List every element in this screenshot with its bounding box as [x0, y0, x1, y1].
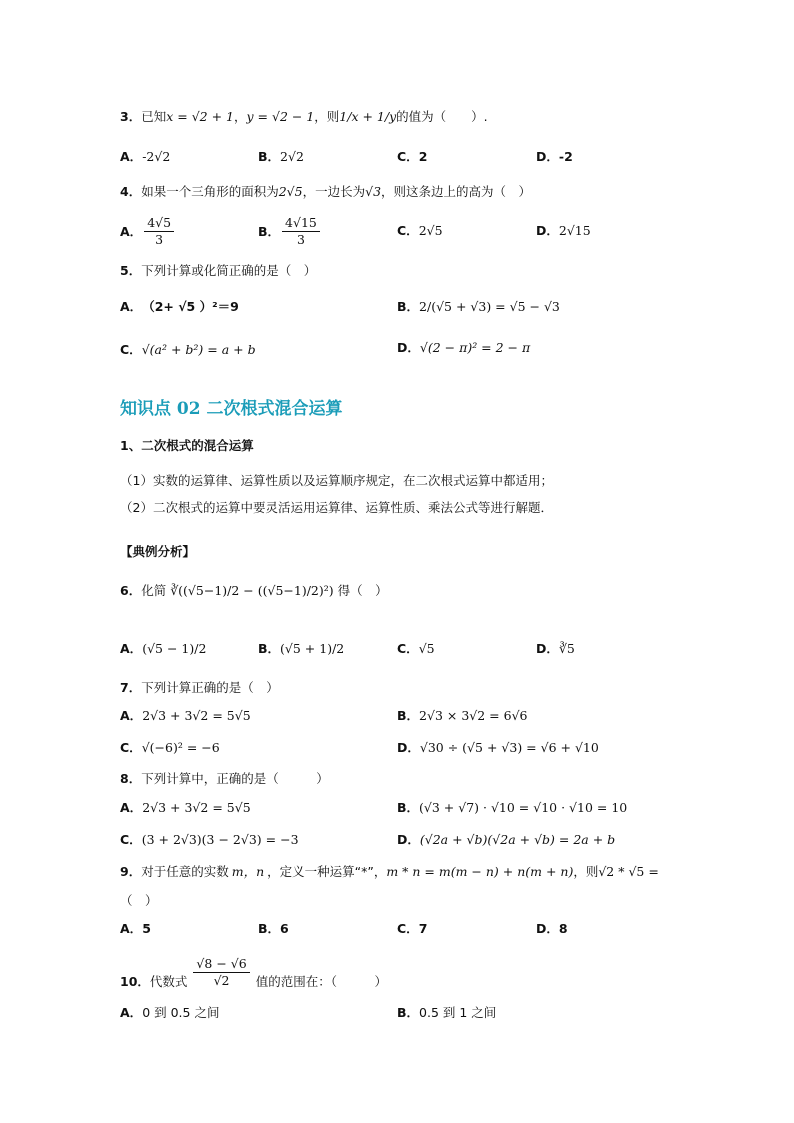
q10-fraction — [193, 956, 249, 988]
q4-option-b: B． $\frac{4√15}{3}$ — [258, 212, 322, 250]
q7-option-b: B． 2√3 × 3√2 = 6√6 — [397, 707, 528, 723]
q8-option-b: B． (√3 + √7) · √10 = √10 · √10 = 10 — [397, 799, 628, 815]
q8-option-c: C． (3 + 2√3)(3 − 2√3) = −3 — [120, 831, 299, 847]
q4-number: 4． — [120, 184, 142, 199]
q6-option-a: A． (√5 − 1)/2 — [120, 640, 207, 656]
q5-stem: 5． 下列计算或化简正确的是（ ） — [120, 263, 317, 278]
q6-option-b: B． (√5 + 1)/2 — [258, 640, 345, 656]
q6-stem: 6． 化简 ∛((√5−1)/2 − ((√5−1)/2)²) 得（ ） — [120, 582, 388, 598]
section-paragraph-1: （1）实数的运算律、运算性质以及运算顺序规定，在二次根式运算中都适用； — [120, 473, 553, 488]
q6-expression: ∛((√5−1)/2 − ((√5−1)/2)²) — [170, 582, 334, 598]
q3-then: ，则 — [314, 109, 340, 124]
q5-option-b: B． 2/(√5 + √3) = √5 − √3 — [397, 298, 560, 314]
example-label: 【典例分析】 — [120, 544, 196, 559]
q5-option-d: D． √(2 − π)² = 2 − π — [397, 339, 531, 355]
q3-stem: 3． 已知 x = √2 + 1 ， y = √2 − 1 ，则 1/x + 1/y 的值为（ ）. — [120, 108, 488, 124]
q9-definition: m * n = m(m − n) + n(m + n) — [386, 863, 574, 879]
q10-number: 10． — [120, 974, 150, 989]
q6-option-d: D． ∛5 — [536, 640, 575, 656]
q4-option-d: D． 2√15 — [536, 222, 591, 238]
section-paragraph-2: （2）二次根式的运算中要灵活运用运算律、运算性质、乘法公式等进行解题． — [120, 500, 553, 515]
q9-option-c: C． 7 — [397, 920, 428, 936]
q7-stem: 7． 下列计算正确的是（ ） — [120, 680, 279, 695]
q7-option-a: A． 2√3 + 3√2 = 5√5 — [120, 707, 251, 723]
q8-number: 8． — [120, 771, 142, 786]
q6-option-c: C． √5 — [397, 640, 435, 656]
q3-option-c: C． 2 — [397, 148, 428, 164]
q3-number: 3． — [120, 109, 142, 124]
q9-stem: 9． 对于任意的实数 m，n ，定义一种运算“*”， m * n = m(m − n) + n(m + n) ，则 √2 * √5 = — [120, 863, 659, 879]
q10-denominator: √2 — [213, 972, 230, 988]
q8-stem: 8． 下列计算中，正确的是（ ） — [120, 771, 329, 786]
q7-option-c: C． √(−6)² = −6 — [120, 739, 220, 755]
q7-option-d: D． √30 ÷ (√5 + √3) = √6 + √10 — [397, 739, 599, 755]
q5-option-c: C． √(a² + b²) = a + b — [120, 341, 256, 357]
q4-option-c: C． 2√5 — [397, 222, 443, 238]
section-heading: 知识点 02 二次根式混合运算 — [120, 399, 343, 419]
q4-side: √3 — [365, 183, 382, 199]
q5-number: 5． — [120, 263, 142, 278]
q3-option-a: A． -2√2 — [120, 148, 171, 164]
q3-option-b: B． 2√2 — [258, 148, 304, 164]
q4-stem: 4． 如果一个三角形的面积为 2√5 ，一边长为 √3 ，则这条边上的高为（ ） — [120, 183, 532, 199]
q3-y-def: y = √2 − 1 — [246, 108, 315, 124]
section-subheading: 1、二次根式的混合运算 — [120, 438, 254, 453]
q9-option-d: D． 8 — [536, 920, 568, 936]
q4-area: 2√5 — [278, 183, 303, 199]
q9-option-b: B． 6 — [258, 920, 289, 936]
q3-option-d: D． -2 — [536, 148, 573, 164]
q10-numerator: √8 − √6 — [193, 956, 249, 973]
q10-option-a: A． 0 到 0.5 之间 — [120, 1005, 220, 1020]
q9-ask: √2 * √5 = — [598, 863, 659, 879]
q10-option-b: B． 0.5 到 1 之间 — [397, 1005, 497, 1020]
q8-option-d: D． (√2a + √b)(√2a + √b) = 2a + b — [397, 831, 616, 847]
q8-option-a: A． 2√3 + 3√2 = 5√5 — [120, 799, 251, 815]
q9-number: 9． — [120, 864, 142, 879]
q7-number: 7． — [120, 680, 142, 695]
q3-x-def: x = √2 + 1 — [166, 108, 234, 124]
q3-expr: 1/x + 1/y — [339, 108, 397, 124]
q4-option-a: A． $\frac{4√5}{3}$ — [120, 212, 176, 250]
q5-option-a: A． （2+ √5 ）²＝9 — [120, 299, 239, 314]
q9-option-a: A． 5 — [120, 920, 151, 936]
q3-post: 的值为（ ）. — [396, 109, 488, 124]
q6-number: 6． — [120, 583, 142, 598]
q3-pre: 已知 — [141, 109, 167, 124]
q9-blank: （ ） — [120, 893, 158, 908]
q10-stem: 10． 代数式 $\frac{√8 - √6}{√2}$ 值的范围在：（ ） — [120, 955, 387, 989]
